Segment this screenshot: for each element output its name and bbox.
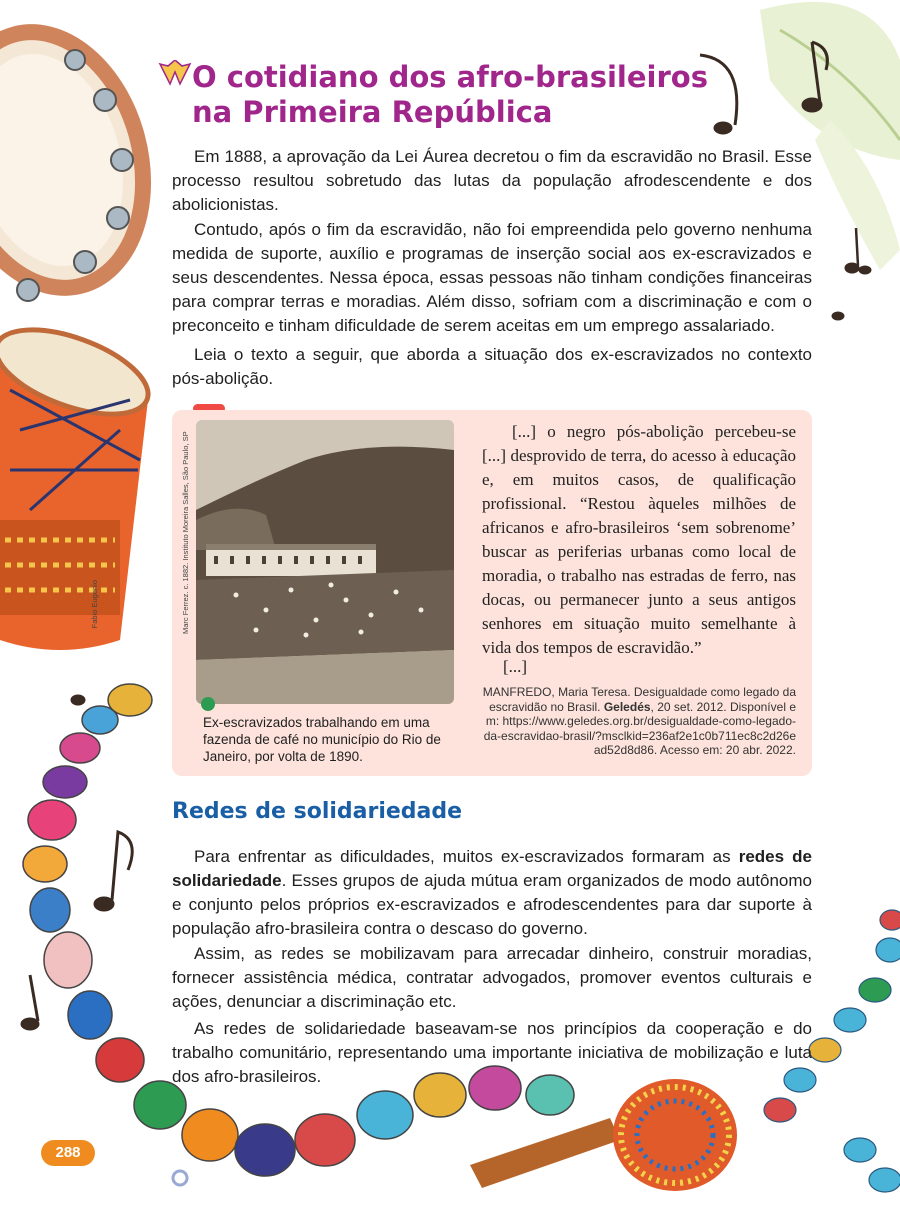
quote-text — [482, 420, 796, 660]
page-number: 288 — [41, 1140, 95, 1166]
drum-illustration — [0, 313, 159, 650]
source-access-date: Acesso em: 20 abr. 2022. — [659, 743, 796, 757]
quote-body: [...] o negro pós-abolição percebeu-se [...] desprovido de terra, do acesso à educação e, em muitos casos, de qualificação profissional. “Restou àqueles milhões de africanos e afro-brasileiros ‘sem sobrenome’ buscar as periferias urbanas como local de moradia, o trabalho nas estradas de ferro, nas docas, ou permanecer junto a seus antigos senhores em situação muito semelhante à vida dos tempos de escravidão.” — [482, 422, 796, 657]
page-title-line-1: O cotidiano dos afro-brasileiros — [192, 60, 708, 94]
section-p1-start: Para enfrentar as dificuldades, muitos ex-escravizados formaram as — [194, 847, 739, 866]
quote-ellipsis: [...] — [503, 657, 528, 676]
section-paragraph-2: Assim, as redes se mobilizavam para arrecadar dinheiro, construir moradias, fornecer assistência médica, contratar advogados, promover eventos culturais e ações, denunciar a discriminação etc. — [172, 944, 812, 1011]
page-title-line-2: na Primeira República — [192, 95, 553, 129]
section-paragraph-1 — [172, 845, 812, 941]
intro-paragraph-1: Em 1888, a aprovação da Lei Áurea decretou o fim da escravidão no Brasil. Esse processo resultou sobretudo das lutas da população afrodescendente e dos abolicionistas. — [172, 147, 812, 214]
intro-paragraph-2: Contudo, após o fim da escravidão, não foi empreendida pelo governo nenhuma medida de suporte, auxílio e programas de inserção social aos ex-escravizados e seus descendentes. Nessa época, essas pessoas não tinham condições financeiras para comprar terras e moradias. Além disso, sofriam com a discriminação e com o preconceito e tinham dificuldade de serem aceitas em um emprego assalariado. — [172, 220, 812, 335]
page-title — [192, 60, 752, 130]
source-publication: Geledés — [603, 699, 651, 714]
illustration-credit: Fabio Eugenio — [90, 580, 99, 629]
historical-photo — [196, 420, 454, 704]
tambourine-illustration — [0, 11, 171, 310]
section-title: Redes de solidariedade — [172, 799, 463, 824]
source-author-title: MANFREDO, Maria Teresa. Desigualdade como legado da escravidão no Brasil. — [482, 685, 796, 714]
source-date: , 20 set. 2012. — [650, 699, 727, 714]
intro-paragraph-3: Leia o texto a seguir, que aborda a situação dos ex-escravizados no contexto pós-abolição. — [172, 345, 812, 388]
section-paragraph-3: As redes de solidariedade baseavam-se nos princípios da cooperação e do trabalho comunitário, representando uma importante iniciativa de mobilização e luta dos afro-brasileiros. — [172, 1019, 812, 1086]
quote-source — [482, 685, 796, 758]
section-marker-icon — [158, 60, 192, 88]
section-p1-end: . Esses grupos de ajuda mútua eram organizados de modo autônomo e conjunto pelos próprios ex-escravizados e afrodescendentes para dar suporte à população afro-brasileira contra o descaso do governo. — [172, 871, 812, 938]
source-url: Disponível em: https://www.geledes.org.br/desigualdade-como-legado-da-escravidao-brasil/?msclkid=236af2e1c0b711ec8c2d26ead52d8d86. — [483, 699, 796, 757]
photo-credit: Marc Ferrez. c. 1882. Instituto Moreira Salles, São Paulo, SP — [181, 431, 190, 634]
section-p1-bold: redes de solidariedade — [172, 847, 812, 890]
photo-caption: Ex-escravizados trabalhando em uma fazenda de café no município do Rio de Janeiro, por volta de 1890. — [203, 715, 441, 764]
caption-marker-icon — [201, 697, 215, 711]
